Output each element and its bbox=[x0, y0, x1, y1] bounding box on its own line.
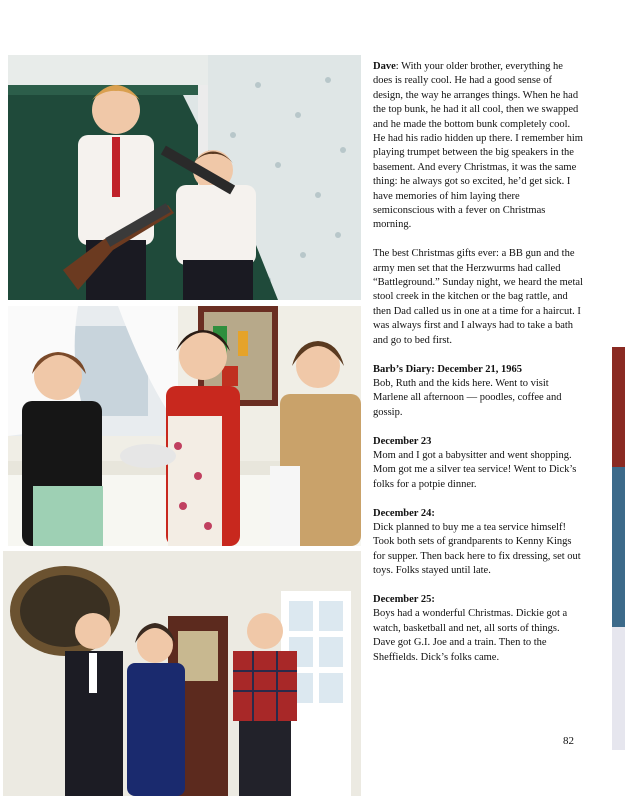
diary-text: Mom and I got a babysitter and went shopping. Mom got me a silver tea service! Went to Dick’s folks for a potpie dinner. bbox=[373, 449, 577, 490]
diary-entry bbox=[373, 363, 583, 421]
photo-women-in-kitchen bbox=[8, 306, 361, 546]
speaker-name: Dave bbox=[373, 61, 396, 72]
page-number: 82 bbox=[563, 735, 574, 747]
diary-heading: December 24: bbox=[373, 507, 435, 519]
diary-heading: December 25: bbox=[373, 593, 435, 605]
diary-text: Boys had a wonderful Christmas. Dickie got a watch, basketball and net, all sorts of things. Dave got G.I. Joe and a train. Then to the Sheffields. Dick’s folks came. bbox=[373, 608, 568, 663]
intro-text: : With your older brother, everything he does is really cool. He had a good sense of design, the way he arranges things. When he had the top bunk, he had it all cool, then we swapped and he made the bottom bunk completely cool. He had his radio hidden up there. I remember him playing trumpet between the big speakers in the basement. And every Christmas, it was the same thing: he always got so excited, he’d get sick. I have memories of him laying there semiconscious with a fever on Christmas morning. bbox=[373, 61, 583, 231]
diary-heading: Barb’s Diary: December 21, 1965 bbox=[373, 363, 523, 375]
diary-text: Bob, Ruth and the kids here. Went to visit Marlene all afternoon — poodles, coffee and gossip. bbox=[373, 377, 562, 418]
diary-entry bbox=[373, 435, 583, 493]
gifts-paragraph: The best Christmas gifts ever: a BB gun and the army men set that the Herzwurms had called “Battleground.” Sunday night, we heard the metal stool creek in the kitchen or the bag rattle, and then Dad called us in one at a time for a haircut. I was always first and I always had to take a bath and go to bed first. bbox=[373, 248, 583, 346]
edge-photo-partial bbox=[612, 347, 625, 750]
diary-text: Dick planned to buy me a tea service himself! Took both sets of grandparents to Kenny Kings for supper. Then back here to fix dressing, set out toys. Folks stayed until late. bbox=[373, 521, 581, 577]
diary-heading: December 23 bbox=[373, 435, 432, 447]
photo-boys-with-toy-guns bbox=[8, 55, 361, 300]
text-column bbox=[373, 60, 583, 679]
diary-entry bbox=[373, 507, 583, 579]
photo-grandparents-standing bbox=[3, 551, 361, 796]
intro-paragraph bbox=[373, 60, 583, 233]
diary-entry bbox=[373, 593, 583, 665]
